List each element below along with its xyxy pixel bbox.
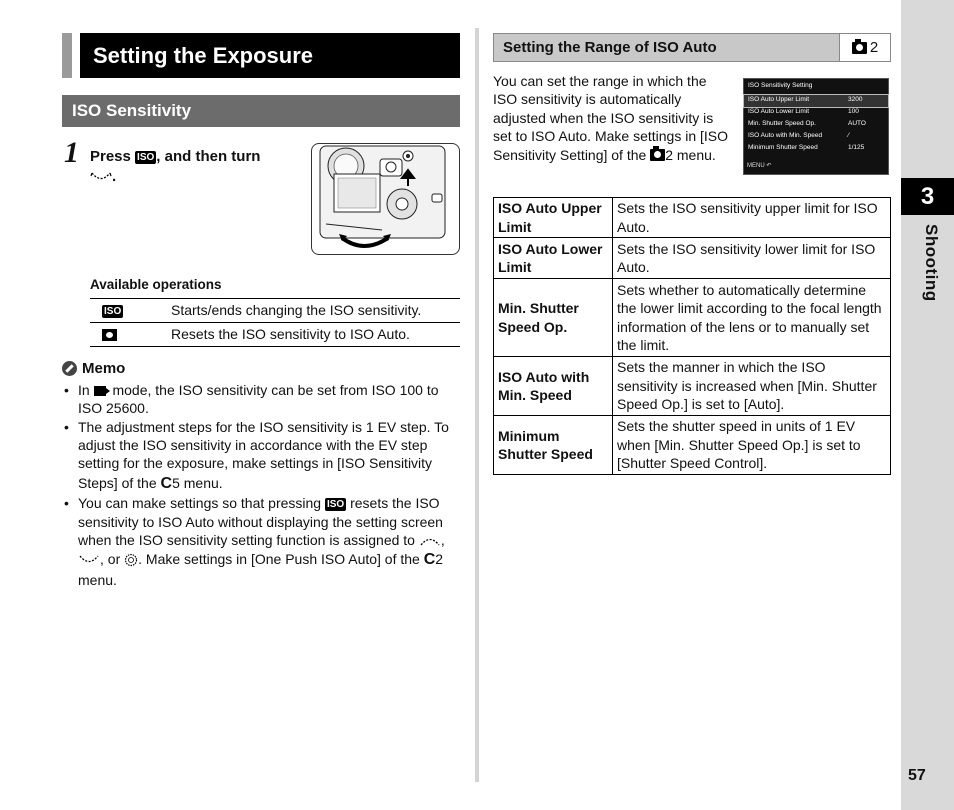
chapter-label: Shooting <box>922 224 941 302</box>
intro-paragraph: You can set the range in which the ISO sensitivity is automatically adjusted when the ISO sensitivity is set to ISO Auto. Make settings in [ISO Sensitivity Setting] of the 2 menu. <box>493 73 728 163</box>
camera-illustration <box>311 143 460 255</box>
menu-reference: 2 <box>839 34 890 61</box>
custom-menu-icon: C <box>423 551 436 569</box>
lcd-title: ISO Sensitivity Setting <box>744 79 888 95</box>
list-item: • In mode, the ISO sensitivity can be set from ISO 100 to ISO 25600. <box>62 381 460 418</box>
memo-section <box>62 359 460 589</box>
rear-dial-icon <box>78 553 100 567</box>
page-title-bar <box>62 33 460 78</box>
available-operations-heading: Available operations <box>90 277 222 292</box>
section-heading: ISO Sensitivity <box>62 95 460 127</box>
camera-back-drawing <box>312 144 460 255</box>
iso-button-icon: ISO <box>137 152 155 163</box>
rear-dial-icon <box>90 170 112 184</box>
table-row: ISO Auto Upper Limit Sets the ISO sensitivity upper limit for ISO Auto. <box>494 198 891 238</box>
lcd-row: ISO Auto with Min. Speed ⁄ <box>748 132 850 140</box>
green-button-icon <box>102 329 117 341</box>
lcd-row: Min. Shutter Speed Op. AUTO <box>748 120 866 128</box>
table-row: ISO Auto Lower Limit Sets the ISO sensitivity lower limit for ISO Auto. <box>494 238 891 279</box>
lcd-row: Minimum Shutter Speed 1/125 <box>748 144 865 152</box>
lcd-footer: MENU ↶ <box>747 163 772 170</box>
memo-pencil-icon <box>62 361 77 376</box>
table-row: ISO Auto with Min. Speed Sets the manner in which the ISO sensitivity is increased when [Min. Shutter Speed Op.] is set to [Auto]. <box>494 357 891 416</box>
step-1 <box>62 137 460 255</box>
list-item: • You can make settings so that pressing ISO resets the ISO sensitivity to ISO Auto without displaying the setting screen when the ISO sensitivity setting function is assigned to , , or . Make settings in [One Push ISO Auto] of the C2 menu. <box>62 494 460 589</box>
iso-button-icon: ISO <box>326 499 345 511</box>
step-instruction: Press ISO , and then turn . <box>90 148 261 185</box>
chapter-number: 3 <box>901 178 954 215</box>
left-column <box>62 33 460 589</box>
front-dial-icon <box>419 534 441 548</box>
table-row: Resets the ISO sensitivity to ISO Auto. <box>90 322 460 346</box>
settings-table <box>493 197 891 475</box>
memo-list <box>62 381 460 589</box>
column-divider <box>475 28 479 782</box>
operations-table <box>90 298 460 347</box>
list-item: • The adjustment steps for the ISO sensitivity is 1 EV step. To adjust the ISO sensitivity in accordance with the EV step setting for the exposure, make settings in [ISO Sensitivity Steps] of the C5 menu. <box>62 418 460 495</box>
lcd-row: ISO Auto Upper Limit 3200 <box>744 95 888 107</box>
menu-screen-image <box>743 78 889 175</box>
table-row: Min. Shutter Speed Op. Sets whether to automatically determine the lower limit according to the focal length information of the lens or to manually set the limit. <box>494 279 891 357</box>
movie-mode-icon <box>94 386 106 396</box>
step-number: 1 <box>64 136 79 169</box>
subsection-heading <box>493 33 891 62</box>
subsection-title: Setting the Range of ISO Auto <box>503 38 717 56</box>
shooting-menu-icon <box>852 42 867 54</box>
memo-heading: Memo <box>82 359 126 377</box>
lcd-row: ISO Auto Lower Limit 100 <box>748 108 859 116</box>
shooting-menu-icon <box>650 149 665 161</box>
page-title: Setting the Exposure <box>93 42 314 68</box>
iso-button-icon: ISO <box>104 306 122 318</box>
page-number: 57 <box>908 767 926 784</box>
table-row: ISO Starts/ends changing the ISO sensitivity. <box>90 298 460 322</box>
right-column <box>493 33 891 472</box>
table-row: Minimum Shutter Speed Sets the shutter speed in units of 1 EV when [Min. Shutter Speed Op.] is set to [Shutter Speed Control]. <box>494 416 891 475</box>
custom-menu-icon: C <box>160 474 173 492</box>
setting-dial-icon <box>124 553 138 567</box>
chapter-tab-strip <box>901 0 954 810</box>
